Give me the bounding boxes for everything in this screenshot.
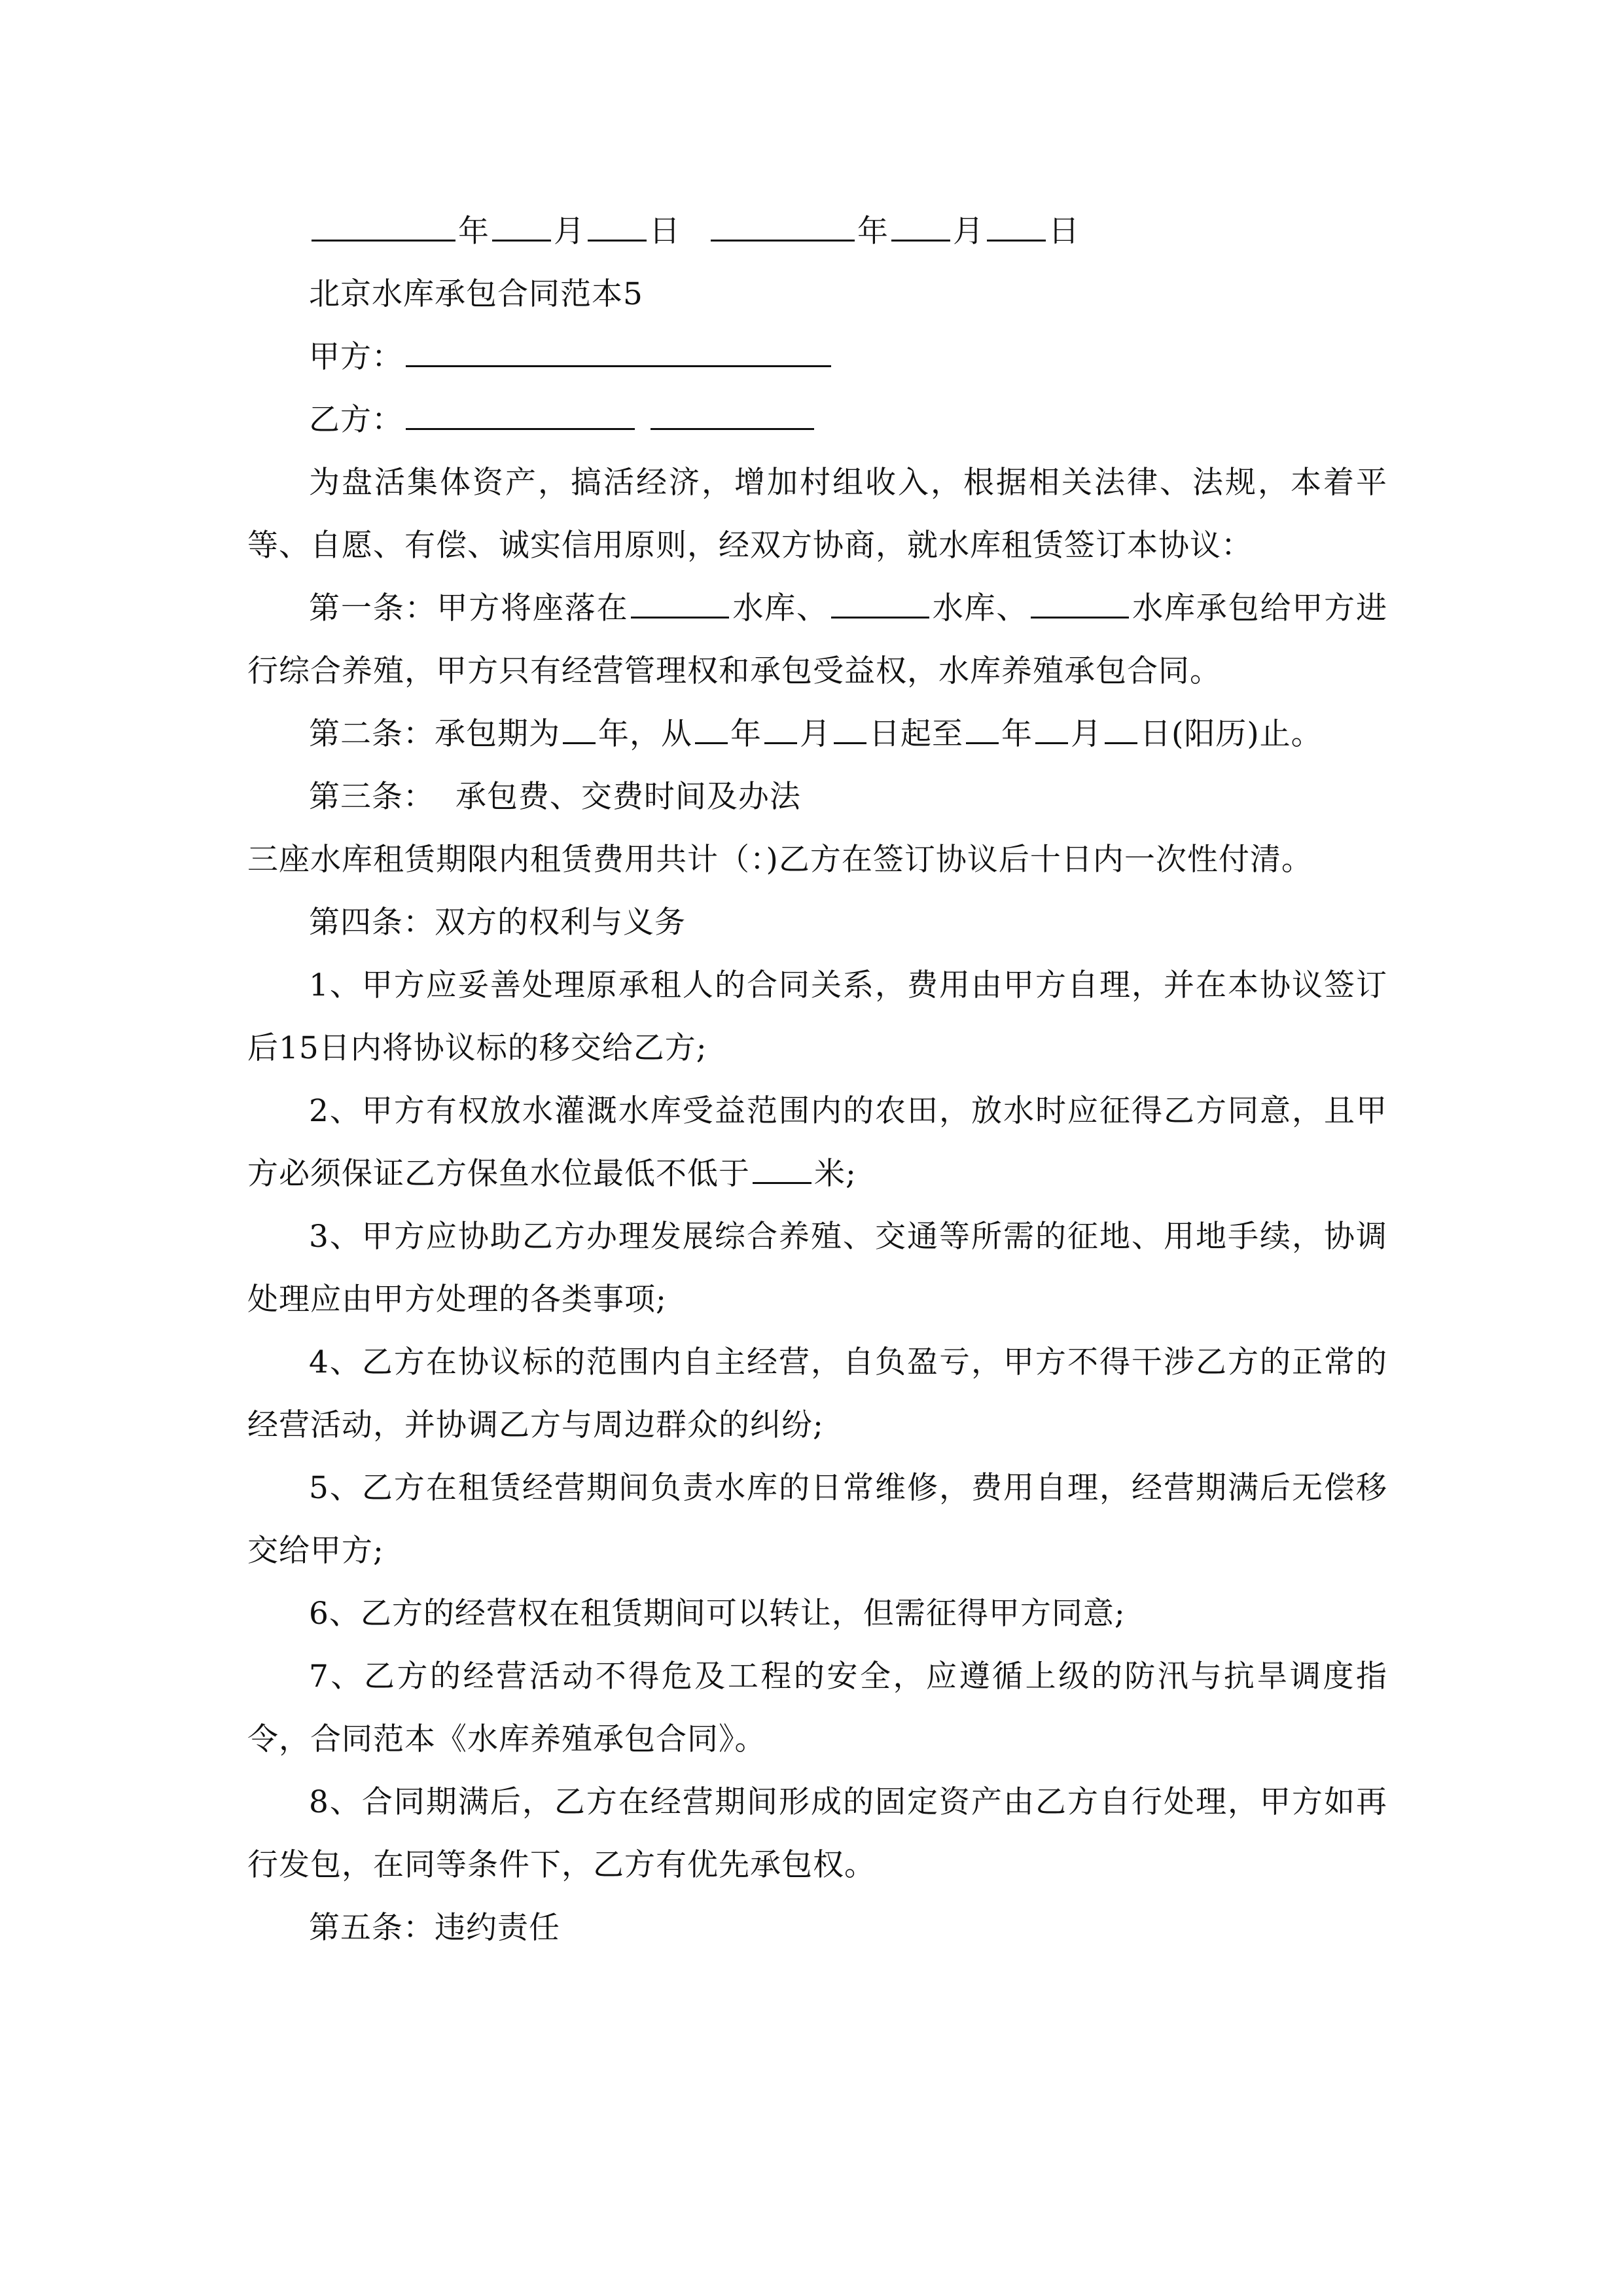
article-2-text-d: 月	[800, 716, 831, 752]
item-2-text-a: 2、甲方有权放水灌溉水库受益范围内的农田，放水时应征得乙方同意，且甲方必须保证乙方保鱼水位最低不低于	[247, 1093, 1387, 1192]
article-2-blank-4	[834, 716, 866, 744]
article-1	[247, 577, 1387, 703]
party-b-line	[247, 389, 1387, 452]
article-2-blank-5	[966, 716, 999, 744]
article-2-text-h: 日(阳历)止。	[1140, 716, 1323, 752]
article-2-blank-3	[764, 716, 797, 744]
article-4-item-3: 3、甲方应协助乙方办理发展综合养殖、交通等所需的征地、用地手续，协调处理应由甲方处理的各类事项;	[247, 1219, 1387, 1318]
article-2-text-e: 日起至	[869, 716, 963, 752]
article-4-item-4: 4、乙方在协议标的范围内自主经营，自负盈亏，甲方不得干涉乙方的正常的经营活动，并协调乙方与周边群众的纠纷;	[247, 1344, 1387, 1443]
article-1-text-b: 水库、	[732, 590, 829, 626]
article-4-item-5: 5、乙方在租赁经营期间负责水库的日常维修，费用自理，经营期满后无偿移交给甲方;	[247, 1470, 1387, 1569]
intro-paragraph: 为盘活集体资产，搞活经济，增加村组收入，根据相关法律、法规，本着平等、自愿、有偿、诚实信用原则，经双方协商，就水库租赁签订本协议：	[247, 465, 1387, 564]
month-label-1: 月	[554, 213, 585, 249]
article-2	[247, 703, 1387, 766]
date-line	[247, 200, 1387, 263]
blank-month-1	[492, 213, 551, 242]
blank-day-1	[588, 213, 647, 242]
year-label-1: 年	[458, 213, 490, 249]
item-2-text-b: 米;	[814, 1156, 857, 1192]
article-2-text-b: 年，从	[598, 716, 692, 752]
party-b-blank-2	[651, 402, 814, 430]
year-label-2: 年	[857, 213, 889, 249]
document-content	[247, 200, 1387, 1960]
party-a-line	[247, 326, 1387, 389]
article-1-blank-2	[831, 590, 929, 619]
article-3-body: 三座水库租赁期限内租赁费用共计（：)乙方在签订协议后十日内一次性付清。	[247, 842, 1313, 878]
article-1-text-a: 第一条：甲方将座落在	[309, 590, 629, 626]
article-4-item-8: 8、合同期满后，乙方在经营期间形成的固定资产由乙方自行处理，甲方如再行发包，在同等条件下，乙方有优先承包权。	[247, 1784, 1387, 1883]
article-2-blank-6	[1035, 716, 1068, 744]
article-2-text-a: 第二条：承包期为	[309, 716, 560, 752]
article-4-item-1: 1、甲方应妥善处理原承租人的合同关系，费用由甲方自理，并在本协议签订后15日内将协议标的移交给乙方;	[247, 967, 1387, 1066]
party-a-blank	[406, 339, 831, 367]
article-2-text-f: 年	[1001, 716, 1033, 752]
article-1-blank-3	[1031, 590, 1129, 619]
article-1-text-d: 水库承包给甲方进行综合养殖，甲方只有经营管理权和承包受益权，水库养殖承包合同。	[247, 590, 1388, 689]
article-4-item-2	[247, 1080, 1387, 1206]
blank-year-2	[711, 213, 855, 242]
article-5-heading: 第五条：违约责任	[309, 1910, 560, 1946]
day-label-2: 日	[1048, 213, 1080, 249]
day-label-1: 日	[649, 213, 681, 249]
article-2-blank-1	[563, 716, 596, 744]
article-4-item-6: 6、乙方的经营权在租赁期间可以转让，但需征得甲方同意;	[309, 1596, 1126, 1632]
party-a-label: 甲方：	[309, 339, 403, 375]
article-2-text-g: 月	[1071, 716, 1102, 752]
blank-day-2	[987, 213, 1046, 242]
blank-year-1	[312, 213, 455, 242]
article-1-text-c: 水库、	[931, 590, 1029, 626]
article-4-heading: 第四条：双方的权利与义务	[309, 905, 686, 941]
month-label-2: 月	[952, 213, 984, 249]
article-4-item-7: 7、乙方的经营活动不得危及工程的安全，应遵循上级的防汛与抗旱调度指令，合同范本《水库养殖承包合同》。	[247, 1659, 1387, 1757]
article-1-blank-1	[631, 590, 729, 619]
item-2-blank	[753, 1156, 812, 1184]
party-b-blank-1	[406, 402, 635, 430]
document-title: 北京水库承包合同范本5	[309, 276, 643, 312]
article-2-blank-7	[1105, 716, 1137, 744]
article-2-text-c: 年	[730, 716, 762, 752]
article-3-heading: 第三条： 承包费、交费时间及办法	[309, 779, 801, 815]
blank-month-2	[891, 213, 950, 242]
article-2-blank-2	[695, 716, 728, 744]
party-b-label: 乙方：	[309, 402, 403, 438]
